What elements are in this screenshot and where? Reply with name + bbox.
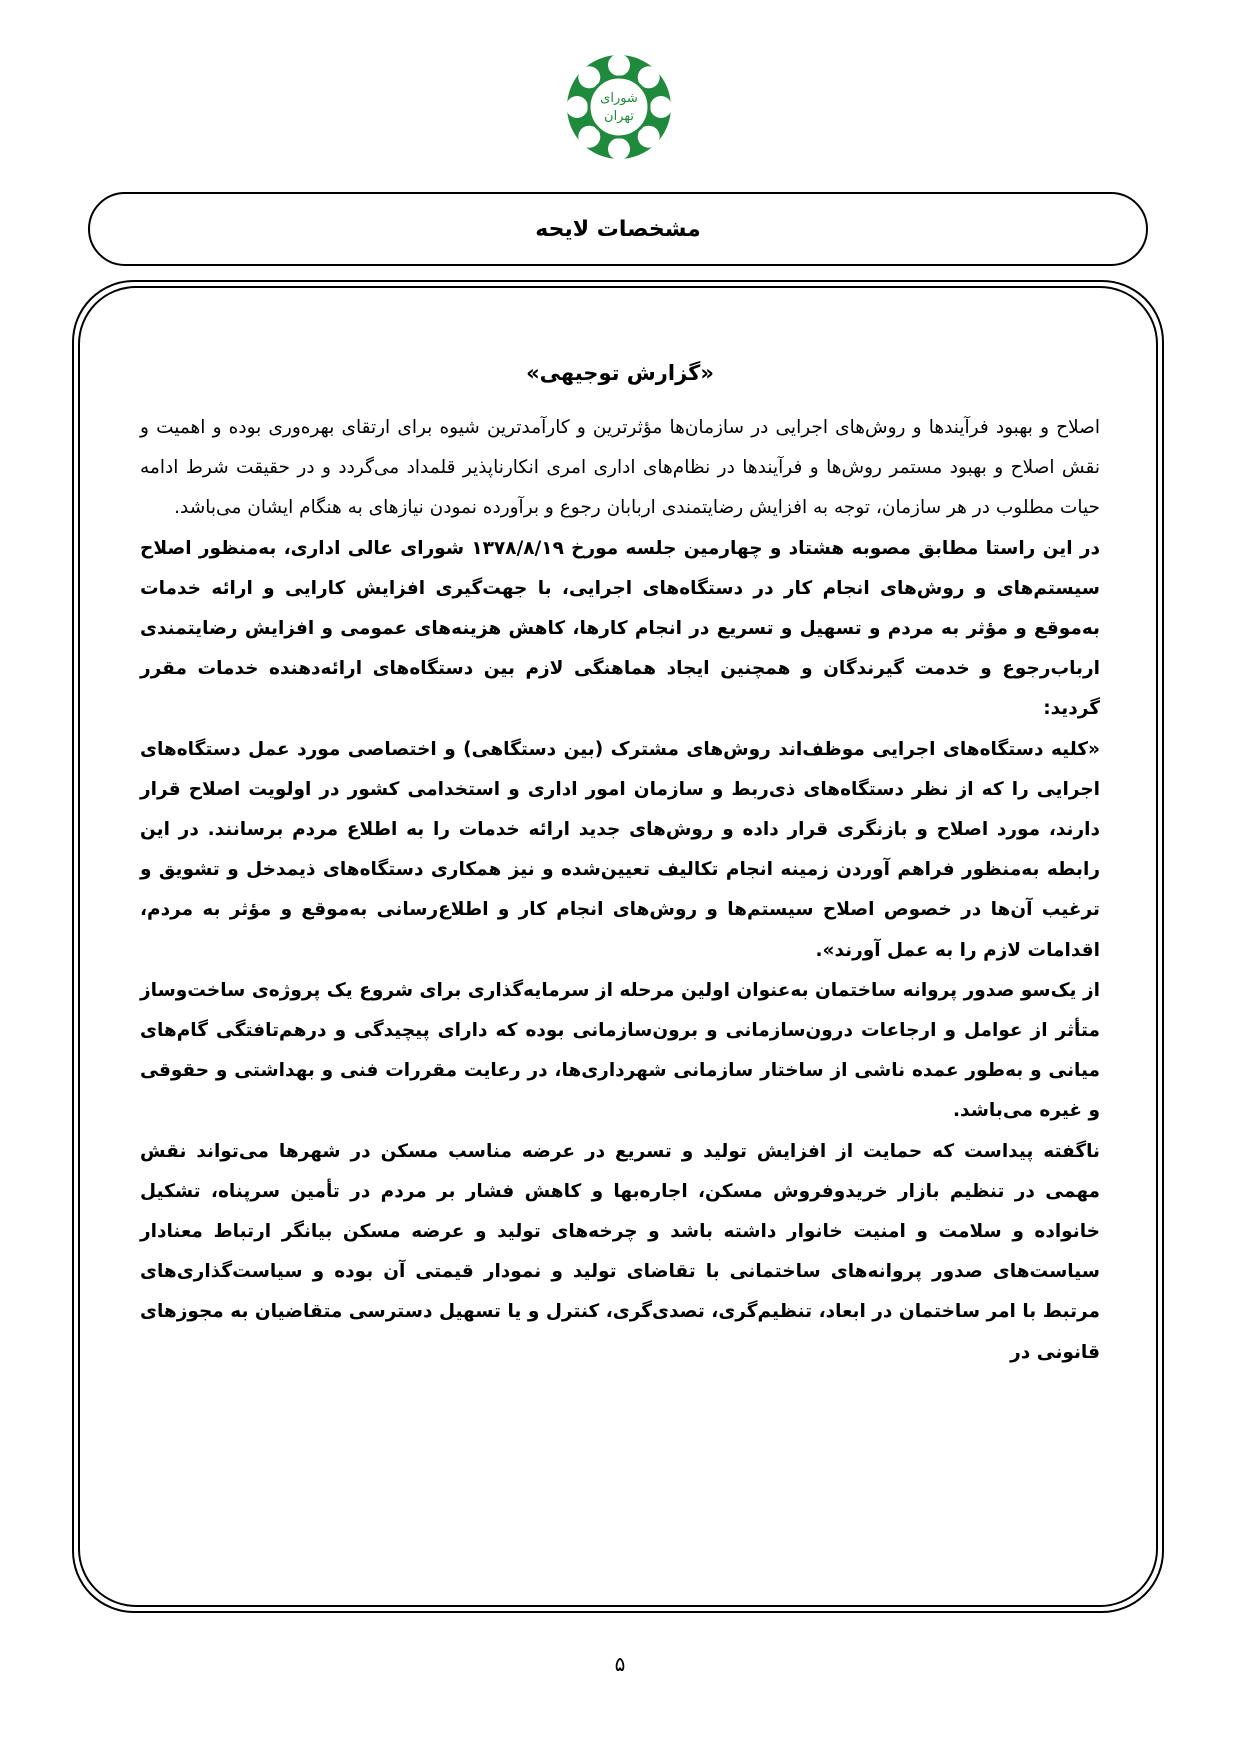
- paragraph-2: در این راستا مطابق مصوبه هشتاد و چهارمین جلسه مورخ ۱۳۷۸/۸/۱۹ شورای عالی اداری، به‌منظور اصلاح سیستم‌های و روش‌های انجام کار در دستگاه‌های اجرایی، با جهت‌گیری افزایش کارایی و ارائه خدمات به‌موقع و مؤثر به مردم و تسهیل و تسریع در انجام کارها، کاهش هزینه‌های عمومی و افزایش رضایتمندی ارباب‌رجوع و خدمت گیرندگان و همچنین ایجاد هماهنگی لازم بین دستگاه‌های ارائه‌دهنده خدمات مقرر گردید:: [140, 537, 1100, 720]
- logo-text-line2: تهران: [604, 109, 634, 124]
- page-title: مشخصات لایحه: [535, 216, 701, 242]
- header-box: [88, 192, 1148, 266]
- page-number: ۵: [614, 1652, 626, 1676]
- paragraph-5: ناگفته پیداست که حمایت از افزایش تولید و تسریع در عرضه مناسب مسکن در شهرها می‌تواند نقش مهمی در تنظیم بازار خریدوفروش مسکن، اجاره‌بها و کاهش فشار بر مردم در تأمین سرپناه، تشکیل خانواده و سلامت و امنیت خانوار داشته باشد و چرخه‌های تولید و عرضه مسکن بیانگر ارتباط معنادار سیاست‌های صدور پروانه‌های ساختمانی با تقاضای تولید و نمودار قیمتی آن بوده و سیاست‌گذاری‌های مرتبط با امر ساختمان در ابعاد، تنظیم‌گری، تصدی‌گری، کنترل و یا تسهیل دسترسی متقاضیان به مجوزهای قانونی در: [140, 1140, 1100, 1363]
- paragraph-3-quote: «کلیه دستگاه‌های اجرایی موظف‌اند روش‌های مشترک (بین دستگاهی) و اختصاصی مورد عمل دستگاه‌های اجرایی را که از نظر دستگاه‌های ذی‌ربط و سازمان امور اداری و استخدامی کشور در اولویت اصلاح قرار دارند، مورد اصلاح و بازنگری قرار داده و روش‌های جدید ارائه خدمات را به اطلاع مردم برسانند. در این رابطه به‌منظور فراهم آوردن زمینه انجام تکالیف تعیین‌شده و نیز همکاری دستگاه‌های ذیمدخل و تشویق و ترغیب آن‌ها در خصوص اصلاح سیستم‌ها و روش‌های انجام کار و اطلاع‌رسانی به‌موقع و مؤثر به مردم، اقدامات لازم را به عمل آورند».: [140, 738, 1100, 961]
- document-body: [140, 358, 1100, 1373]
- logo-text-line1: شورای: [600, 91, 638, 106]
- tehran-city-council-emblem-icon: [560, 48, 678, 166]
- section-title: «گزارش توجیهی»: [526, 361, 714, 385]
- paragraph-4: از یک‌سو صدور پروانه ساختمان به‌عنوان اولین مرحله از سرمایه‌گذاری برای شروع یک پروژه‌ی ساخت‌وساز متأثر از عوامل و ارجاعات درون‌سازمانی و برون‌سازمانی بوده که دارای پیچیدگی و درهم‌تافتگی گام‌های میانی و به‌طور عمده ناشی از ساختار سازمانی شهرداری‌ها، در رعایت مقررات فنی و بهداشتی و حقوقی و غیره می‌باشد.: [140, 979, 1100, 1122]
- paragraph-1: اصلاح و بهبود فرآیندها و روش‌های اجرایی در سازمان‌ها مؤثرترین و کارآمدترین شیوه برای ارتقای بهره‌وری بوده و اهمیت و نقش اصلاح و بهبود مستمر روش‌ها و فرآیندها در نظام‌های اداری امری انکارناپذیر قلمداد می‌گردد و در حقیقت شرط ادامه حیات مطلوب در هر سازمان، توجه به افزایش رضایتمندی اربابان رجوع و برآورده نمودن نیازهای به هنگام ایشان می‌باشد.: [140, 417, 1100, 519]
- tehran-city-council-logo: [560, 48, 678, 166]
